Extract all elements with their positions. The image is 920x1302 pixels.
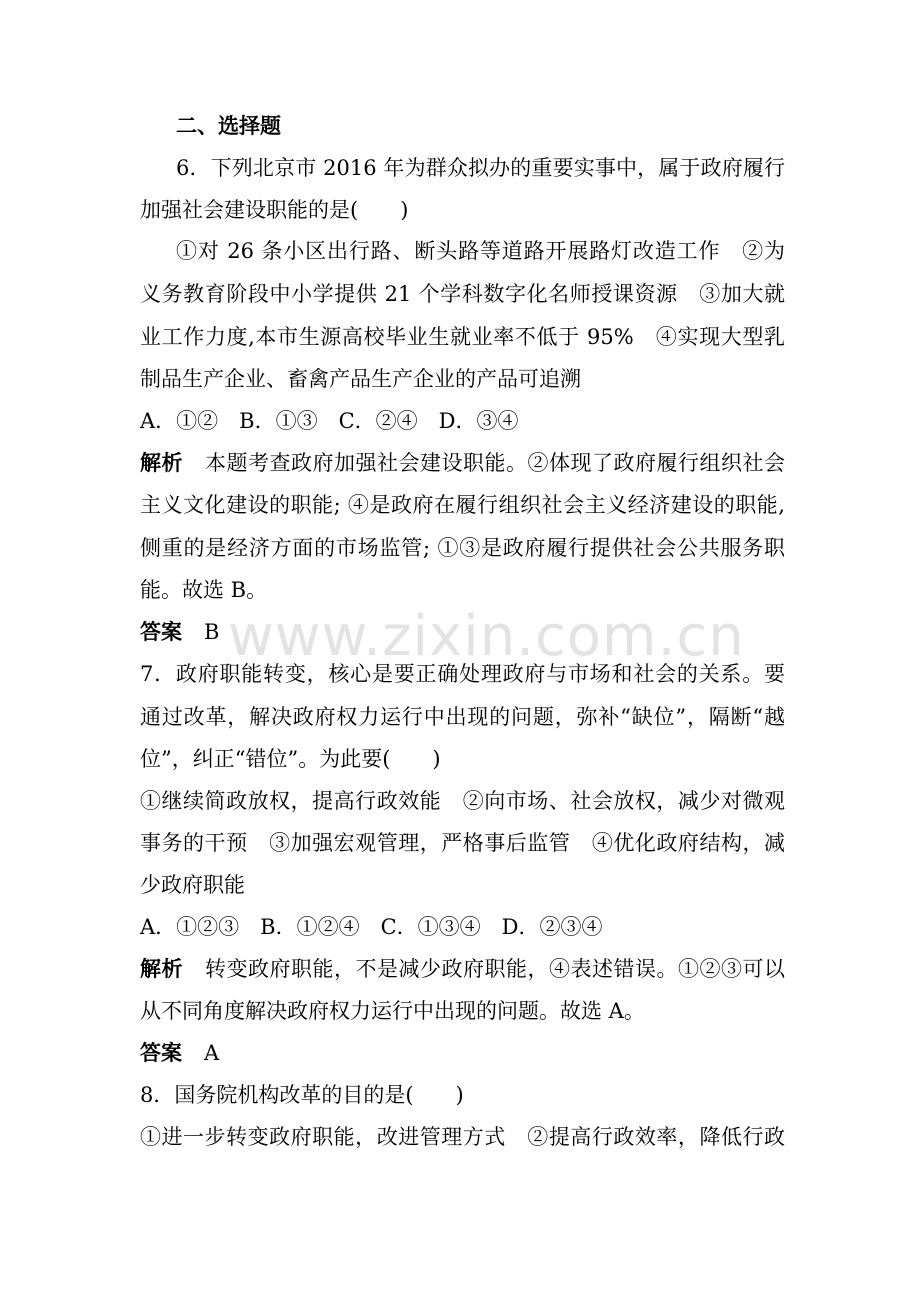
q6-analysis-text-1: 本题考查政府加强社会建设职能。②体现了政府履行组织社会 [205,451,785,475]
q6-analysis-line-3: 侧重的是经济方面的市场监管; ①③是政府履行提供社会公共服务职 [140,536,785,560]
q6-analysis-line-2: 主义文化建设的职能; ④是政府在履行组织社会主义经济建设的职能, [140,493,785,517]
q7-analysis-text-1: 转变政府职能，不是减少政府职能，④表述错误。①②③可以 [205,957,785,981]
q6-option-line-4: 制品生产企业、畜禽产品生产企业的产品可追溯 [140,367,581,391]
q6-answer-value: B [204,620,220,644]
q7-analysis-line-1 [140,954,785,984]
q6-option-line-1: ①对 26 条小区出行路、断头路等道路开展路灯改造工作 ②为 [176,239,785,263]
q8-stem-line-1: 8．国务院机构改革的目的是( ) [140,1083,464,1107]
q6-analysis-label: 解析 [140,450,183,475]
watermark: www.zixin.com.cn [228,604,745,669]
q6-stem-line-2: 加强社会建设职能的是( ) [140,198,409,222]
q7-answer-line [140,1038,785,1068]
q7-option-line-2: 事务的干预 ③加强宏观管理，严格事后监管 ④优化政府结构，减 [140,831,785,855]
q7-option-line-1: ①继续简政放权，提高行政效能 ②向市场、社会放权，减少对微观 [140,789,785,813]
q8-option-line-1: ①进一步转变政府职能，改进管理方式 ②提高行政效率，降低行政 [140,1125,785,1149]
q6-answer-line [140,617,785,647]
q6-answer-label: 答案 [140,619,182,644]
q7-answer-label: 答案 [140,1040,182,1065]
q6-choices: A．①② B．①③ C．②④ D．③④ [140,409,519,433]
q7-answer-value: A [204,1041,220,1065]
q6-stem-line-1: 6．下列北京市 2016 年为群众拟办的重要实事中，属于政府履行 [176,156,785,180]
q7-stem-line-3: 位”，纠正“错位”。为此要( ) [140,747,441,771]
q6-option-line-3: 业工作力度,本市生源高校毕业生就业率不低于 95% ④实现大型乳 [140,325,785,349]
section-title: 二、选择题 [176,113,281,138]
q7-analysis-line-2: 从不同角度解决政府权力运行中出现的问题。故选 A。 [140,999,645,1023]
q7-option-line-3: 少政府职能 [140,873,245,897]
q7-stem-line-1: 7．政府职能转变，核心是要正确处理政府与市场和社会的关系。要 [140,662,785,686]
q6-analysis-line-1 [140,448,785,478]
q6-option-line-2: 义务教育阶段中小学提供 21 个学科数字化名师授课资源 ③加大就 [140,282,785,306]
q7-analysis-label: 解析 [140,956,183,981]
q6-analysis-line-4: 能。故选 B。 [140,578,268,602]
q7-choices: A．①②③ B．①②④ C．①③④ D．②③④ [140,915,603,939]
q7-stem-line-2: 通过改革，解决政府权力运行中出现的问题，弥补“缺位”，隔断“越 [140,705,785,729]
